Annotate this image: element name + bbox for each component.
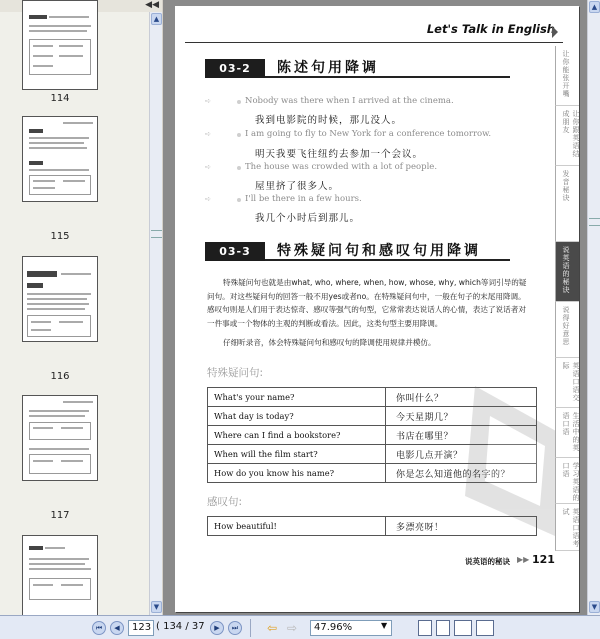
exclamation-heading: 感叹句: [207,496,243,508]
example-chinese: 明天我要飞往纽约去参加一个会议。 [255,149,424,160]
continuous-view-icon[interactable] [436,620,450,636]
table-cell-english: What day is today? [208,407,386,426]
bullet-icon [237,198,241,202]
page-count-label: ( 134 / 37 [156,621,205,632]
page-header-title: Let's Talk in English [426,22,555,36]
side-tab-label: 英语口语考试 [562,508,580,548]
side-tab-label: 学习英语的口语 [562,462,580,502]
page-number-input[interactable]: 123 [128,620,154,636]
body-paragraph: 仔细听录音，体会特殊疑问句和感叹句的降调使用规律并模仿。 [223,338,436,347]
audio-arrow-icon: ➪ [205,163,211,171]
side-tab-label: 让你跟英语结成朋友 [562,110,580,158]
side-tab-label: 说英语的秘诀 [562,246,570,294]
side-tab-label: 让你能张开嘴 [562,50,570,98]
scroll-down-icon[interactable]: ▼ [589,601,600,613]
section-heading [205,242,510,261]
section-title: 特殊疑问句和感叹句用降调 [277,243,481,259]
footer-label: 说英语的秘诀 [465,557,510,566]
side-tab-label: 发音秘诀 [562,170,570,202]
document-scrollbar[interactable] [587,0,600,615]
table-cell-chinese: 多漂亮呀！ [386,517,537,536]
bottom-toolbar [0,615,600,639]
chevron-down-icon[interactable]: ▼ [381,621,388,630]
side-tab-label: 英语口语交际 [562,362,580,402]
side-tab-label: 生活中的英语口语 [562,412,580,452]
side-tab[interactable] [555,408,579,458]
thumbnail-page-116[interactable] [22,256,98,342]
prev-page-button[interactable]: ◀ [110,621,124,635]
facing-view-icon[interactable] [454,620,472,636]
section-number: 03-3 [205,242,265,261]
thumbnail-page-114[interactable] [22,0,98,90]
bullet-icon [237,133,241,137]
side-tab[interactable] [555,358,579,408]
table-cell-english: Where can I find a bookstore? [208,426,386,445]
go-forward-icon[interactable]: ⇨ [286,621,298,635]
thumbnail-label: 117 [50,510,70,521]
side-tab-label: 说得好意思 [562,306,570,346]
thumbnail-label: 115 [50,231,70,242]
toolbar-divider [250,619,251,637]
table-cell-chinese: 今天星期几？ [386,407,537,426]
table-cell-chinese: 电影几点开演？ [386,445,537,464]
audio-arrow-icon: ➪ [205,97,211,105]
bullet-icon [237,166,241,170]
thumbnail-page-118[interactable] [22,535,98,615]
go-back-icon[interactable]: ⇦ [266,621,278,635]
audio-arrow-icon: ➪ [205,130,211,138]
section-title: 陈述句用降调 [277,60,379,76]
example-chinese: 我几个小时后到那儿。 [255,213,361,224]
table-cell-chinese: 你是怎么知道他的名字的？ [386,464,537,483]
thumbnail-label: 114 [50,93,70,104]
table-cell-chinese: 你叫什么？ [386,388,537,407]
header-arrow-icon [552,26,558,38]
scroll-down-icon[interactable]: ▼ [151,601,162,613]
side-tab[interactable] [555,106,579,166]
header-rule [185,42,563,43]
side-tab-active[interactable] [555,242,579,302]
side-tab[interactable] [555,458,579,504]
section-number: 03-2 [205,59,265,78]
thumbnail-page-117[interactable] [22,395,98,481]
table-cell-english: How do you know his name? [208,464,386,483]
bullet-icon [237,100,241,104]
thumbnail-label: 116 [50,371,70,382]
collapse-panel-icon[interactable]: ◀◀ [145,0,159,10]
thumbnail-panel [0,0,162,615]
side-tab[interactable] [555,166,579,242]
table-cell-english: How beautiful! [208,517,386,536]
example-english: I'll be there in a few hours. [245,194,362,204]
scroll-thumb-grip[interactable] [151,230,162,238]
audio-arrow-icon: ➪ [205,195,211,203]
chapter-side-tabs [555,46,579,551]
thumbnail-page-115[interactable] [22,116,98,202]
wh-question-heading: 特殊疑问句: [207,367,264,379]
side-tab[interactable] [555,302,579,358]
scroll-thumb-grip[interactable] [589,218,600,226]
single-page-view-icon[interactable] [418,620,432,636]
zoom-select[interactable]: 47.96% [310,620,392,636]
last-page-button[interactable]: ⏭ [228,621,242,635]
section-heading [205,59,510,78]
continuous-facing-view-icon[interactable] [476,620,494,636]
example-chinese: 我到电影院的时候，那儿没人。 [255,115,403,126]
table-cell-english: What's your name? [208,388,386,407]
example-english: Nobody was there when I arrived at the cinema. [245,96,454,106]
page-number: 121 [532,553,555,566]
body-paragraph: 特殊疑问句也就是由what, who, where, when, how, whose, why, which等词引导的疑问句。对这些疑问句的回答一般不用yes或者no。在特殊疑问句中，一般在句子的末尾用降调。感叹句则是人们用于表达惊奇、感叹等强气的句型，它常常表达说话人的心情，表达了说话者对一件事或一个物体的主观的判断或看法。因此，这类句型主要用降调。 [207,278,527,328]
scroll-up-icon[interactable]: ▲ [151,13,162,25]
footer-arrows-icon: ▶▶ [517,555,530,564]
document-area [163,0,600,615]
first-page-button[interactable]: ⏮ [92,621,106,635]
table-cell-chinese: 书店在哪里？ [386,426,537,445]
table-cell-english: When will the film start? [208,445,386,464]
side-tab[interactable] [555,46,579,106]
side-tab[interactable] [555,504,579,551]
example-english: I am going to fly to New York for a conference tomorrow. [245,129,492,139]
scroll-up-icon[interactable]: ▲ [589,1,600,13]
example-chinese: 屋里挤了很多人。 [255,181,340,192]
document-page [175,6,579,612]
next-page-button[interactable]: ▶ [210,621,224,635]
example-english: The house was crowded with a lot of people. [245,162,438,172]
thumbnail-scrollbar[interactable] [149,12,162,615]
